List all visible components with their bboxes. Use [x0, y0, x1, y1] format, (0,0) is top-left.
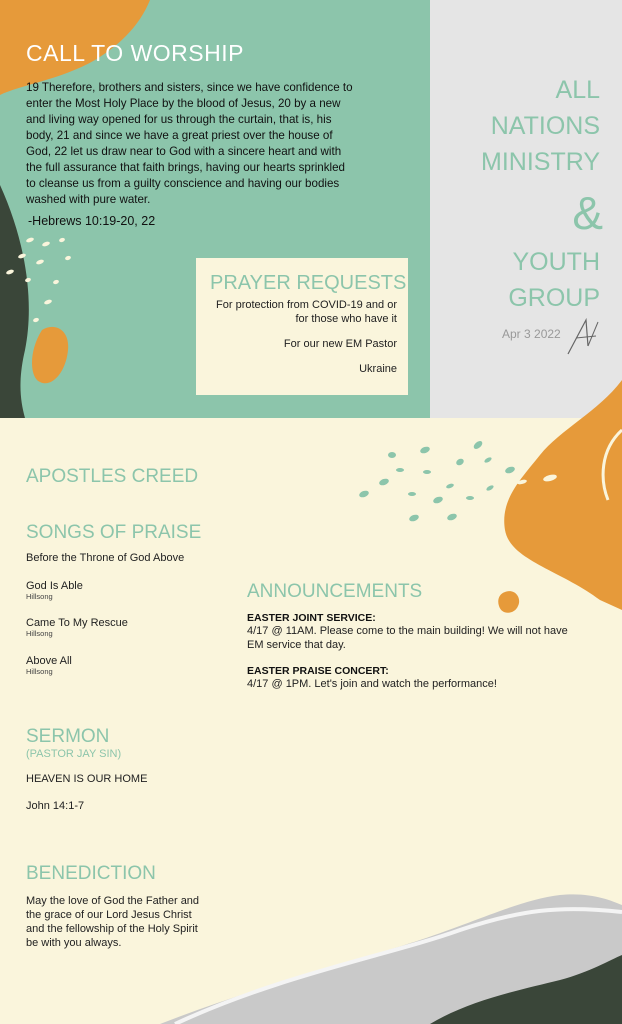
bulletin-date: Apr 3 2022 [502, 327, 561, 341]
youth-line: GROUP [508, 284, 600, 312]
song-title: Above All [26, 655, 72, 667]
ministry-line: ALL [555, 76, 600, 104]
sermon-title: SERMON [26, 726, 110, 747]
song-item [26, 580, 83, 601]
sermon-passage: John 14:1-7 [26, 800, 85, 812]
orange-blob-small-left [32, 327, 68, 383]
scripture-reference: -Hebrews 10:19-20, 22 [28, 214, 156, 228]
song-artist: Hillsong [26, 629, 53, 638]
song-title: Before the Throne of God Above [26, 552, 185, 564]
ministry-line: MINISTRY [481, 148, 600, 176]
ministry-name [440, 72, 600, 180]
prayer-requests-list [207, 298, 397, 387]
benediction-text: May the love of God the Father and the grace of our Lord Jesus Christ and the fellowship of the Holy Spirit be with you always. [26, 895, 200, 949]
dark-strip-left [0, 185, 29, 418]
apostles-creed-title: APOSTLES CREED [26, 466, 199, 487]
announcement-item [247, 665, 577, 691]
song-title: God Is Able [26, 580, 83, 592]
scripture-verse: 19 Therefore, brothers and sisters, since we have confidence to enter the Most Holy Place by the blood of Jesus, 20 by a new and living way opened for us through the curtain, that is, his body, 21 and since we have a great priest over the house of God, 22 let us draw near to God with a sincere heart and with the full assurance that faith brings, having our hearts sprinkled to cleanse us from a guilty conscience and having our bodies washed with pure water. [26, 81, 353, 206]
announcement-label: EASTER PRAISE CONCERT: [247, 665, 389, 677]
youth-group-name [440, 244, 600, 316]
an-logo-icon [566, 316, 602, 356]
song-item [26, 617, 128, 638]
announcement-text: 4/17 @ 1PM. Let's join and watch the performance! [247, 678, 497, 690]
announcement-text: 4/17 @ 11AM. Please come to the main building! We will not have EM service that day. [247, 625, 568, 651]
songs-of-praise-title: SONGS OF PRAISE [26, 522, 202, 543]
orange-blob-mid [498, 591, 519, 613]
prayer-item: For protection from COVID-19 and or for those who have it [216, 299, 397, 325]
call-to-worship-title: CALL TO WORSHIP [26, 40, 244, 66]
song-title: Came To My Rescue [26, 617, 128, 629]
benediction-title: BENEDICTION [26, 863, 156, 884]
song-artist: Hillsong [26, 667, 53, 676]
song-artist: Hillsong [26, 592, 53, 601]
song-item [26, 655, 72, 676]
orange-shape-right [504, 380, 622, 610]
song-item [26, 552, 184, 564]
announcement-item [247, 612, 577, 652]
prayer-item: For our new EM Pastor [283, 338, 397, 350]
announcement-label: EASTER JOINT SERVICE: [247, 612, 376, 624]
prayer-item: Ukraine [359, 363, 397, 375]
youth-line: YOUTH [512, 248, 600, 276]
ministry-line: NATIONS [490, 112, 600, 140]
ampersand: & [572, 187, 603, 239]
sermon-speaker: (PASTOR JAY SIN) [26, 748, 122, 760]
teal-dots [358, 439, 515, 522]
prayer-requests-title: PRAYER REQUESTS [210, 272, 407, 294]
prayer-requests-box [196, 258, 408, 395]
sermon-name: HEAVEN IS OUR HOME [26, 773, 148, 785]
announcements-title: ANNOUNCEMENTS [247, 581, 423, 602]
